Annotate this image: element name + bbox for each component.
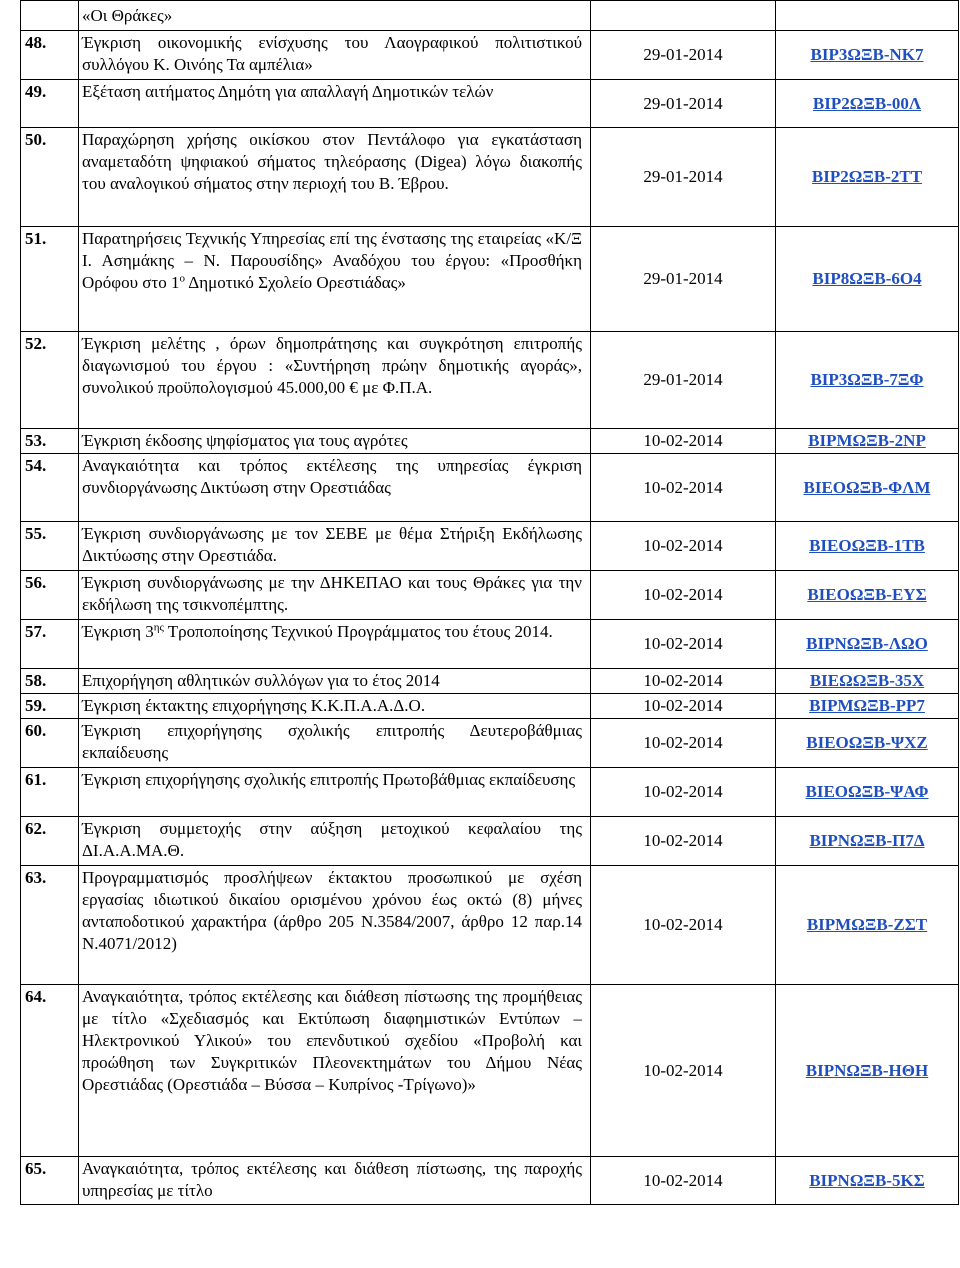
description-text: Έγκριση 3 xyxy=(82,622,154,641)
row-description-cell: Προγραμματισμός προσλήψεων έκτακτου προσωπικού με σχέση εργασίας ιδιωτικού δικαίου ορισμένου χρόνου έως οκτώ (8) μήνες ανταποδοτικού χαρακτήρα (άρθρο 205 Ν.3584/2007, άρθρο 12 παρ.14 Ν.4071/2012) xyxy=(79,866,591,985)
ada-link[interactable]: ΒΙΡΝΩΞΒ-ΗΘΗ xyxy=(805,1060,929,1080)
row-date-cell: 10-02-2014 xyxy=(591,522,776,571)
table-row xyxy=(21,31,959,80)
row-ada-cell xyxy=(776,522,959,571)
row-description-cell: Εξέταση αιτήματος Δημότη για απαλλαγή Δημοτικών τελών xyxy=(79,80,591,128)
row-number-cell: 65. xyxy=(21,1157,79,1205)
row-date-cell: 10-02-2014 xyxy=(591,694,776,719)
row-ada-cell xyxy=(776,620,959,669)
row-ada-cell xyxy=(776,669,959,694)
table-row-continuation xyxy=(21,1,959,31)
row-number-cell: 62. xyxy=(21,817,79,866)
ada-link[interactable]: ΒΙΡ2ΩΞΒ-00Λ xyxy=(812,93,922,113)
row-date-cell xyxy=(591,1,776,31)
row-description-cell: Έγκριση συνδιοργάνωσης με την ΔΗΚΕΠΑΟ και τους Θράκες για την εκδήλωση της τσικνοπέμπτης. xyxy=(79,571,591,620)
table-row xyxy=(21,866,959,985)
row-date-cell: 10-02-2014 xyxy=(591,866,776,985)
superscript-text: ο xyxy=(179,272,185,285)
row-number-cell: 64. xyxy=(21,985,79,1157)
row-description-cell: Έγκριση οικονομικής ενίσχυσης του Λαογραφικού πολιτιστικού συλλόγου Κ. Οινόης Τα αμπέλια» xyxy=(79,31,591,80)
ada-link[interactable]: ΒΙΕΩΩΞΒ-35Χ xyxy=(809,671,925,690)
ada-link[interactable]: ΒΙΕΟΩΞΒ-ΕΥΣ xyxy=(807,585,927,604)
table-row xyxy=(21,719,959,768)
row-date-cell: 29-01-2014 xyxy=(591,227,776,332)
row-number-cell: 63. xyxy=(21,866,79,985)
row-date-cell: 29-01-2014 xyxy=(591,332,776,429)
ada-link[interactable]: ΒΙΡΜΩΞΒ-2ΝΡ xyxy=(808,431,926,450)
row-ada-cell xyxy=(776,128,959,227)
table-row xyxy=(21,80,959,128)
row-date-cell: 10-02-2014 xyxy=(591,669,776,694)
row-date-cell: 10-02-2014 xyxy=(591,620,776,669)
row-number-cell: 54. xyxy=(21,454,79,522)
table-row xyxy=(21,454,959,522)
row-date-cell: 10-02-2014 xyxy=(591,719,776,768)
row-ada-cell xyxy=(776,719,959,768)
description-text: Τροποποίησης Τεχνικού Προγράμματος του έτους 2014. xyxy=(163,622,553,641)
row-description-cell: «Οι Θράκες» xyxy=(79,1,591,31)
ada-link[interactable]: ΒΙΡΝΩΞΒ-5ΚΣ xyxy=(809,1170,925,1190)
table-row xyxy=(21,669,959,694)
table-row xyxy=(21,128,959,227)
row-number-cell: 58. xyxy=(21,669,79,694)
row-description-cell: Έγκριση συνδιοργάνωσης με τον ΣΕΒΕ με θέμα Στήριξη Εκδήλωσης Δικτύωσης στην Ορεστιάδα. xyxy=(79,522,591,571)
row-description-cell: Επιχορήγηση αθλητικών συλλόγων για το έτος 2014 xyxy=(79,669,591,694)
table-row xyxy=(21,571,959,620)
row-date-cell: 10-02-2014 xyxy=(591,429,776,454)
row-description-cell xyxy=(79,227,591,332)
row-ada-cell xyxy=(776,817,959,866)
row-description-cell: Έγκριση έκτακτης επιχορήγησης Κ.Κ.Π.Α.Α.Δ.Ο. xyxy=(79,694,591,719)
table-row xyxy=(21,1157,959,1205)
ada-link[interactable]: ΒΙΡ3ΩΞΒ-7ΞΦ xyxy=(810,370,924,389)
row-date-cell: 10-02-2014 xyxy=(591,571,776,620)
row-description-cell: Έγκριση συμμετοχής στην αύξηση μετοχικού κεφαλαίου της ΔΙ.Α.Α.ΜΑ.Θ. xyxy=(79,817,591,866)
row-date-cell: 10-02-2014 xyxy=(591,817,776,866)
row-ada-cell xyxy=(776,694,959,719)
row-description-cell: Αναγκαιότητα, τρόπος εκτέλεσης και διάθεση πίστωσης, της παροχής υπηρεσίας με τίτλο xyxy=(79,1157,591,1205)
row-ada-cell xyxy=(776,571,959,620)
table-row xyxy=(21,227,959,332)
row-description-cell: Έγκριση επιχορήγησης σχολικής επιτροπής Δευτεροβάθμιας εκπαίδευσης xyxy=(79,719,591,768)
ada-link[interactable]: ΒΙΕΟΩΞΒ-ΨΑΦ xyxy=(805,782,929,801)
row-number-cell: 51. xyxy=(21,227,79,332)
decisions-table-page xyxy=(20,0,958,1205)
row-ada-cell xyxy=(776,80,959,128)
row-date-cell: 29-01-2014 xyxy=(591,80,776,128)
row-ada-cell xyxy=(776,227,959,332)
row-number-cell: 56. xyxy=(21,571,79,620)
table-row xyxy=(21,620,959,669)
row-number-cell: 49. xyxy=(21,80,79,128)
row-description-cell: Έγκριση έκδοσης ψηφίσματος για τους αγρότες xyxy=(79,429,591,454)
row-ada-cell xyxy=(776,429,959,454)
row-ada-cell xyxy=(776,768,959,817)
row-ada-cell xyxy=(776,985,959,1157)
row-date-cell: 10-02-2014 xyxy=(591,985,776,1157)
row-description-cell: Έγκριση μελέτης , όρων δημοπράτησης και συγκρότηση επιτροπής διαγωνισμού του έργου : «Συντήρηση πρώην δημοτικής αγοράς», συνολικού προϋπολογισμού 45.000,00 € με Φ.Π.Α. xyxy=(79,332,591,429)
ada-link[interactable]: ΒΙΕΟΩΞΒ-1ΤΒ xyxy=(809,536,925,555)
row-date-cell: 10-02-2014 xyxy=(591,454,776,522)
row-ada-cell xyxy=(776,454,959,522)
row-ada-cell xyxy=(776,866,959,985)
ada-link[interactable]: ΒΙΡΜΩΞΒ-ΡΡ7 xyxy=(809,696,925,715)
row-description-cell: Αναγκαιότητα και τρόπος εκτέλεσης της υπηρεσίας έγκριση συνδιοργάνωσης Δικτύωση στην Ορεστιάδας xyxy=(79,454,591,522)
ada-link[interactable]: ΒΙΕΟΩΞΒ-ΨΧΖ xyxy=(806,733,928,752)
row-number-cell: 52. xyxy=(21,332,79,429)
ada-link[interactable]: ΒΙΕΟΩΞΒ-ΦΛΜ xyxy=(803,477,931,497)
row-date-cell: 29-01-2014 xyxy=(591,128,776,227)
table-row xyxy=(21,429,959,454)
ada-link[interactable]: ΒΙΡ8ΩΞΒ-6Ο4 xyxy=(812,269,922,288)
row-number-cell: 61. xyxy=(21,768,79,817)
table-row xyxy=(21,817,959,866)
row-date-cell: 10-02-2014 xyxy=(591,768,776,817)
table-row xyxy=(21,985,959,1157)
table-row xyxy=(21,768,959,817)
row-number-cell: 55. xyxy=(21,522,79,571)
ada-link[interactable]: ΒΙΡΜΩΞΒ-ΖΣΤ xyxy=(806,915,928,934)
table-row xyxy=(21,332,959,429)
row-date-cell: 10-02-2014 xyxy=(591,1157,776,1205)
row-number-cell: 59. xyxy=(21,694,79,719)
row-number-cell: 48. xyxy=(21,31,79,80)
row-ada-cell xyxy=(776,1157,959,1205)
table-row xyxy=(21,694,959,719)
ada-link[interactable]: ΒΙΡ3ΩΞΒ-ΝΚ7 xyxy=(810,45,924,64)
row-ada-cell xyxy=(776,1,959,31)
superscript-text: ης xyxy=(153,621,164,634)
row-ada-cell xyxy=(776,332,959,429)
description-text: Παρατηρήσεις Τεχνικής Υπηρεσίας επί της ένστασης της εταιρείας «Κ/Ξ Ι. Ασημάκης – Ν. Παρουσίδης» Αναδόχου του έργου: «Προσθήκη Ορόφου στο 1 xyxy=(82,229,582,292)
row-date-cell: 29-01-2014 xyxy=(591,31,776,80)
row-description-cell xyxy=(79,620,591,669)
row-number-cell: 53. xyxy=(21,429,79,454)
decisions-table-body xyxy=(21,1,959,1205)
ada-link[interactable]: ΒΙΡΝΩΞΒ-ΛΩΟ xyxy=(806,634,928,653)
table-row xyxy=(21,522,959,571)
decisions-table xyxy=(20,0,959,1205)
row-description-cell: Αναγκαιότητα, τρόπος εκτέλεσης και διάθεση πίστωσης της προμήθειας με τίτλο «Σχεδιασμός και Εκτύπωση διαφημιστικών Εντύπων – Ηλεκτρονικού Υλικού» του επενδυτικού σχεδίου «Προβολή και προώθηση των Συγκριτικών Πλεονεκτημάτων του Δήμου Νέας Ορεστιάδας (Ορεστιάδα – Βύσσα – Κυπρίνος -Τρίγωνο)» xyxy=(79,985,591,1157)
row-number-cell: 50. xyxy=(21,128,79,227)
row-number-cell: 60. xyxy=(21,719,79,768)
row-number-cell: 57. xyxy=(21,620,79,669)
ada-link[interactable]: ΒΙΡ2ΩΞΒ-2ΤΤ xyxy=(811,167,923,186)
row-description-cell: Παραχώρηση χρήσης οικίσκου στον Πεντάλοφο για εγκατάσταση αναμεταδότη ψηφιακού σήματος τηλεόρασης (Digea) λόγω διακοπής του αναλογικού σήματος στην περιοχή του Β. Έβρου. xyxy=(79,128,591,227)
row-number-cell xyxy=(21,1,79,31)
row-ada-cell xyxy=(776,31,959,80)
description-text: Δημοτικό Σχολείο Ορεστιάδας» xyxy=(184,273,406,292)
row-description-cell: Έγκριση επιχορήγησης σχολικής επιτροπής Πρωτοβάθμιας εκπαίδευσης xyxy=(79,768,591,817)
ada-link[interactable]: ΒΙΡΝΩΞΒ-Π7Δ xyxy=(809,831,925,850)
